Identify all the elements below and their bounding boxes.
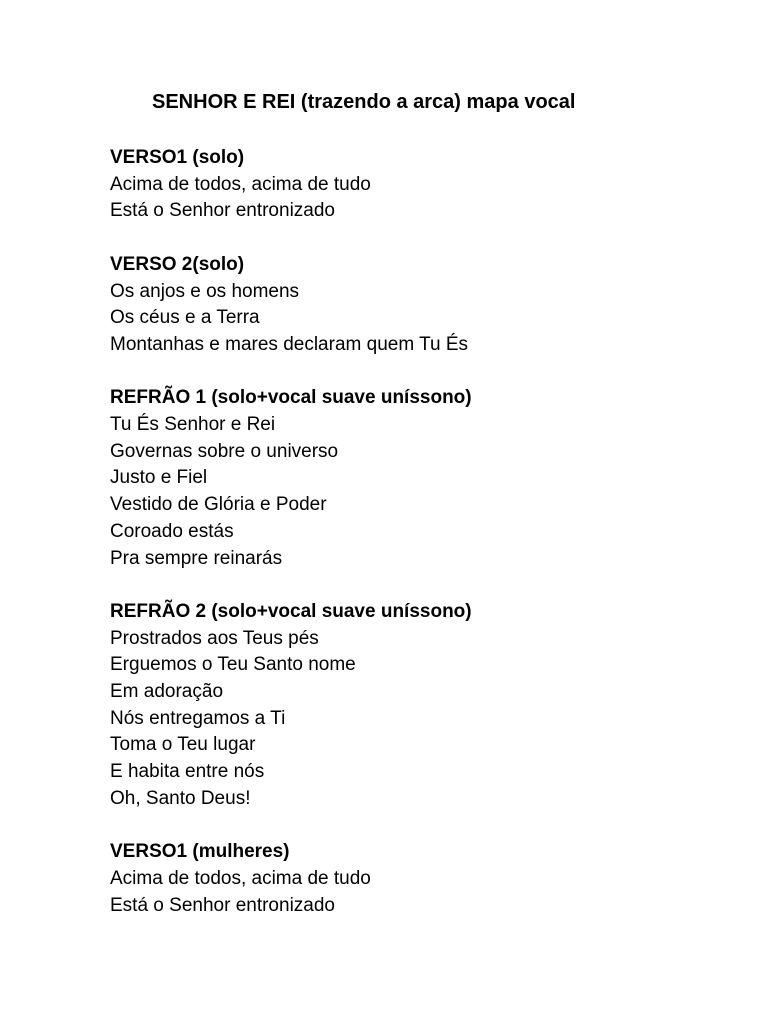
section-refrao1 bbox=[110, 385, 730, 572]
lyric-line: Tu És Senhor e Rei bbox=[110, 414, 276, 435]
lyric-line: Está o Senhor entronizado bbox=[110, 894, 335, 916]
lyric-line: Nós entregamos a Ti bbox=[110, 707, 286, 729]
lyric-line: Toma o Teu lugar bbox=[110, 734, 256, 756]
section-heading: VERSO 2(solo) bbox=[110, 253, 245, 275]
section-heading: REFRÃO 2 (solo+vocal suave uníssono) bbox=[110, 600, 472, 622]
document-title: SENHOR E REI (trazendo a arca) mapa vocal bbox=[152, 91, 576, 113]
lyric-line: Vestido de Glória e Poder bbox=[110, 494, 327, 516]
lyrics-content bbox=[110, 145, 730, 946]
section-heading: VERSO1 (mulheres) bbox=[110, 841, 290, 863]
lyric-line: Montanhas e mares declaram quem Tu És bbox=[110, 333, 469, 355]
lyric-line: Está o Senhor entronizado bbox=[110, 200, 335, 222]
section-heading: REFRÃO 1 (solo+vocal suave uníssono) bbox=[110, 387, 472, 409]
section-refrao2 bbox=[110, 599, 730, 813]
lyric-line: Coroado estás bbox=[110, 520, 234, 542]
lyric-line: Pra sempre reinarás bbox=[110, 547, 283, 569]
lyric-line: Oh, Santo Deus! bbox=[110, 787, 251, 809]
lyric-line: Os céus e a Terra bbox=[110, 307, 260, 329]
lyric-line: E habita entre nós bbox=[110, 761, 265, 783]
lyric-line: Acima de todos, acima de tudo bbox=[110, 173, 371, 195]
section-heading: VERSO1 (solo) bbox=[110, 147, 245, 168]
section-verso2-solo bbox=[110, 252, 730, 359]
section-verso1-solo bbox=[110, 145, 730, 225]
lyric-line: Os anjos e os homens bbox=[110, 280, 300, 302]
lyric-line: Justo e Fiel bbox=[110, 467, 208, 489]
lyric-line: Erguemos o Teu Santo nome bbox=[110, 654, 356, 676]
lyric-line: Acima de todos, acima de tudo bbox=[110, 867, 371, 889]
lyric-line: Prostrados aos Teus pés bbox=[110, 627, 319, 649]
lyric-line: Governas sobre o universo bbox=[110, 440, 339, 462]
section-verso1-mulheres bbox=[110, 839, 730, 919]
lyric-line: Em adoração bbox=[110, 681, 224, 703]
